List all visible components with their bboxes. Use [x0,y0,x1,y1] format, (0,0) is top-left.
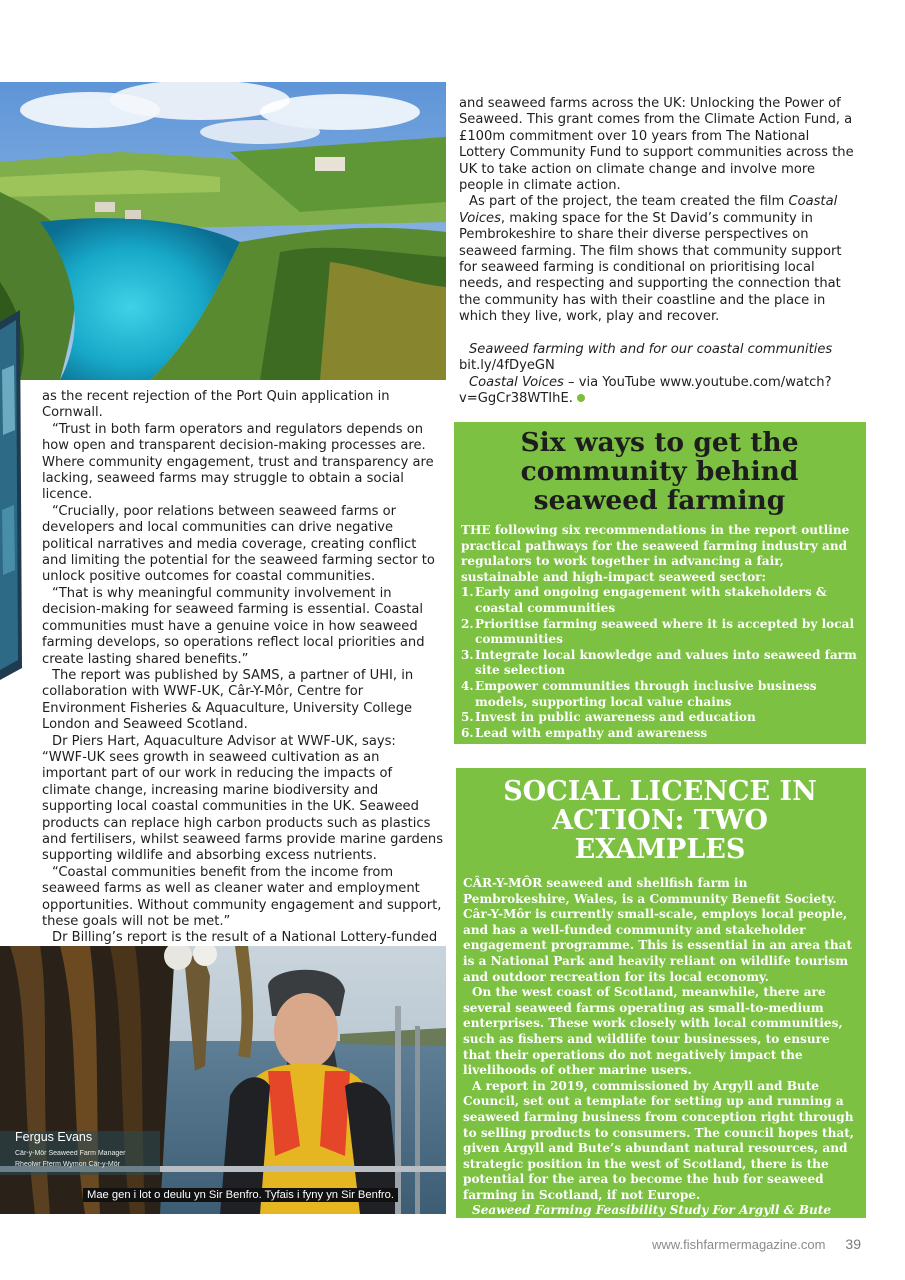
box-paragraph: CÂR-Y-MÔR seaweed and shellfish farm in Pembrokeshire, Wales, is a Community Benefit Society. Câr-Y-Môr is currently small-scale, employs local people, and has a well-funded community and stakeholder engagement programme. This is essential in an area that is a National Park and heavily reliant on wildlife tourism and outdoor recreation for its local economy. [463,876,853,984]
youtube-link[interactable]: – via YouTube www.youtube.com/watch?v=GgCr38WTIhE. [459,374,832,406]
left-article-column [42,389,444,963]
end-of-article-dot-icon [577,394,585,402]
article-paragraph: “Trust in both farm operators and regulators depends on how open and transparent decision-making processes are. Where community engagement, trust and transparency are lacking, seaweed farms may struggle to obtain a social licence. [42,421,434,503]
article-paragraph: Dr Billing’s report is the result of a National Lottery-funded [52,930,438,946]
list-item: 4.Empower communities through inclusive business models, supporting local value chains [461,678,817,709]
list-item: 3.Integrate local knowledge and values into seaweed farm site selection [461,647,857,678]
box-paragraph: On the west coast of Scotland, meanwhile, there are several seaweed farms operating as small-to-medium enterprises. These work closely with local communities, such as fishers and wildlife tour businesses, to ensure that their operations do not negatively impact the livelihoods of other marine users. [463,985,843,1078]
article-paragraph: Dr Piers Hart, Aquaculture Advisor at WWF-UK, says: “WWF-UK sees growth in seaweed cultivation as an important part of our work in reducing the impacts of climate change, increasing marine biodiversity and supporting local coastal communities in the UK. Seaweed products can replace high carbon products such as plastics and fertilisers, whilst seaweed farms provide marine gardens supporting wildlife and absorbing excess nutrients. [42,733,444,864]
article-paragraph: “That is why meaningful community involvement in decision-making for seaweed farming is essential. Coastal communities must have a genuine voice in how seaweed farming develops, so operations reflect local priorities and create lasting shared benefits.” [42,585,425,667]
video-subtitle: Mae gen i lot o deulu yn Sir Benfro. Tyfais i fyny yn Sir Benfro. [83,1188,398,1202]
article-paragraph: as the recent rejection of the Port Quin application in Cornwall. [42,389,390,421]
list-item: 5.Invest in public awareness and education [461,710,756,725]
six-ways-title: Six ways to get the community behind seaweed farming [520,427,799,516]
speaker-name: Fergus Evans [15,1130,93,1144]
article-paragraph: As part of the project, the team created the film Coastal Voices, making space for the St David’s community in Pembrokeshire to share their diverse perspectives on seaweed farming. The film shows that community support for seaweed farming is conditional on prioritising local needs, and respecting and supporting the connection that the community has with their coastline and the place in which they live, work, play and recover. [459,194,842,325]
article-paragraph: “Coastal communities benefit from the income from seaweed farms as well as cleaner water and employment opportunities. Without community engagement and support, these goals will not be met.” [42,864,442,929]
social-licence-title: SOCIAL LICENCE IN ACTION: TWO EXAMPLES [503,776,817,865]
right-article-column [459,96,859,407]
list-item: 1.Early and ongoing engagement with stakeholders & coastal communities [461,585,827,615]
box-paragraph: A report in 2019, commissioned by Argyll and Bute Council, set out a template for setting up and running a seaweed farming business from conception right through to selling products to consumers. The council hopes that, given Argyll and Bute’s abundant natural resources, and strategic position in the west of Scotland, there is the potential for the area to become the hub for seaweed farming in Scotland, if not Europe. [463,1078,855,1202]
reference-report: Seaweed farming with and for our coastal communities bit.ly/4fDyeGN [459,341,833,374]
speaker-role-english: Câr-y-Môr Seaweed Farm Manager [15,1150,126,1157]
page-number: 39 [845,1236,861,1252]
speaker-role-welsh: Rheolwr Fferm Wymon Câr-y-Môr [15,1161,120,1168]
six-ways-intro: THE following six recommendations in the report outline practical pathways for the seaweed farming industry and regulators to work together in advancing a fair, sustainable and high-impact seaweed sector: [461,523,850,584]
partial-edge-image [0,310,22,680]
fergus-evans-video-still [0,946,446,1214]
magazine-website[interactable]: www.fishfarmermagazine.com [652,1237,826,1252]
film-title: Coastal Voices [459,194,838,226]
list-item: 6.Lead with empathy and awareness [461,725,708,740]
article-paragraph: The report was published by SAMS, a partner of UHI, in collaboration with WWF-UK, Câr-Y-Môr, Centre for Environment Fisheries & Aquaculture, University College London and Seaweed Scotland. [42,667,414,733]
box-reference: Seaweed Farming Feasibility Study For Argyll & Bute bit.ly/4pXq13I [463,1203,832,1234]
report-link[interactable]: bit.ly/4fDyeGN [459,358,555,374]
list-item: 2.Prioritise farming seaweed where it is accepted by local communities [461,616,855,647]
coastal-cove-photo [0,82,446,380]
reference-film: Coastal Voices – via YouTube www.youtube.com/watch?v=GgCr38WTIhE. [459,374,832,406]
recommendations-list [461,585,858,741]
article-paragraph: “Crucially, poor relations between seaweed farms or developers and local communities can drive negative political narratives and media coverage, creating conflict and limiting the potential for the seaweed farming sector to unlock positive outcomes for coastal communities. [42,503,435,585]
article-paragraph: and seaweed farms across the UK: Unlocking the Power of Seaweed. This grant comes from the Climate Action Fund, a £100m commitment over 10 years from The National Lottery Community Fund to support communities across the UK to take action on climate change and involve more people in climate action. [459,96,854,194]
page-footer [652,1236,861,1252]
six-ways-box [454,422,866,744]
feasibility-study-link[interactable]: bit.ly/4pXq13I [463,1219,560,1234]
social-licence-box [456,768,866,1234]
